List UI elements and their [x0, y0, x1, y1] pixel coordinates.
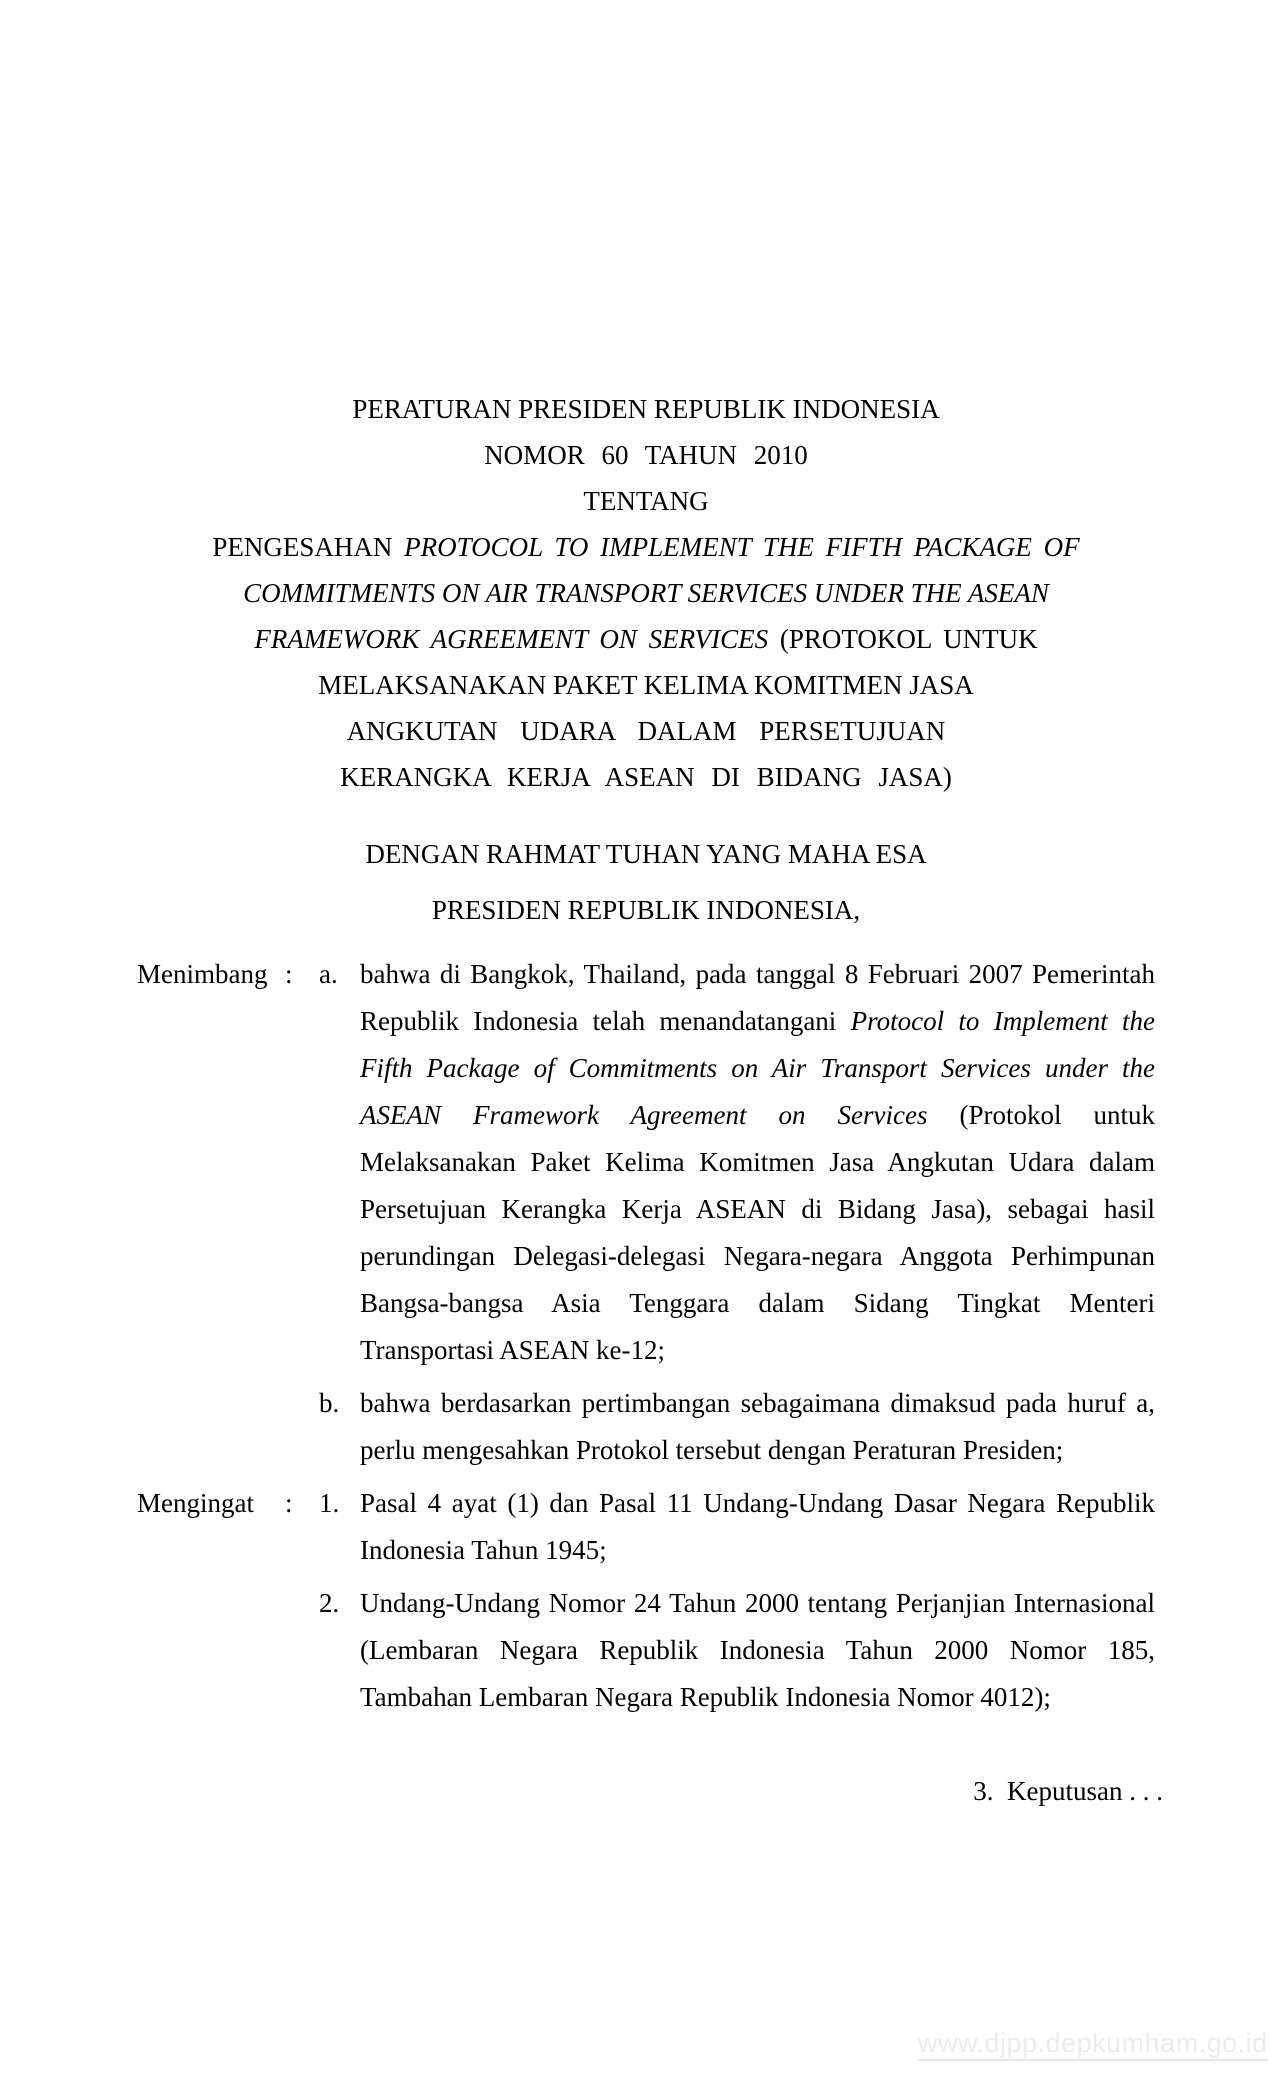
- mengingat-item-2-marker: 2.: [319, 1588, 340, 1618]
- mengingat-item-1-marker: 1.: [319, 1488, 340, 1518]
- title-line-regulation: PERATURAN PRESIDEN REPUBLIK INDONESIA: [352, 394, 940, 424]
- menimbang-item-a-text: [360, 951, 1155, 1374]
- mengingat-item-2-text: Undang-Undang Nomor 24 Tahun 2000 tentang Perjanjian Internasional (Lembaran Negara Republik Indonesia Tahun 2000 Nomor 185, Tambahan Lembaran Negara Republik Indonesia Nomor 4012);: [360, 1588, 1155, 1712]
- menimbang-colon: :: [285, 959, 293, 989]
- title-protokol-normal: (PROTOKOL UNTUK: [768, 624, 1038, 654]
- title-line-pengesahan: [137, 524, 1155, 570]
- title-president-line: PRESIDEN REPUBLIK INDONESIA,: [431, 895, 861, 925]
- menimbang-label: Menimbang: [137, 959, 268, 989]
- watermark-url: www.djpp.depkumham.go.id: [918, 2028, 1268, 2061]
- menimbang-item-b-marker: b.: [319, 1388, 340, 1418]
- title-line-angkutan: ANGKUTAN UDARA DALAM PERSETUJUAN: [346, 716, 946, 746]
- title-pengesahan-normal: PENGESAHAN: [212, 532, 405, 562]
- mengingat-item-1: [137, 1480, 1155, 1574]
- title-line-tentang: TENTANG: [583, 486, 709, 516]
- menimbang-item-b: [137, 1380, 1155, 1474]
- menimbang-item-b-text: bahwa berdasarkan pertimbangan sebagaimana dimaksud pada huruf a, perlu mengesahkan Protokol tersebut dengan Peraturan Presiden;: [360, 1388, 1155, 1465]
- menimbang-a-text-normal-2: (Protokol untuk Melaksanakan Paket Kelima Komitmen Jasa Angkutan Udara dalam Persetujuan Kerangka Kerja ASEAN di Bidang Jasa), sebagai hasil perundingan Delegasi-delegasi Negara-negara Anggota Perhimpunan Bangsa-bangsa Asia Tenggara dalam Sidang Tingkat Menteri Transportasi ASEAN ke-12;: [360, 1100, 1155, 1365]
- menimbang-item-a-marker: a.: [319, 959, 338, 989]
- document-body: [137, 951, 1155, 1721]
- page-catchword: 3. Keputusan . . .: [973, 1776, 1163, 1806]
- menimbang-item-a: [137, 951, 1155, 1374]
- mengingat-item-2: [137, 1580, 1155, 1721]
- title-line-number: NOMOR 60 TAHUN 2010: [484, 440, 808, 470]
- title-pengesahan-italic: PROTOCOL TO IMPLEMENT THE FIFTH PACKAGE OF: [404, 532, 1080, 562]
- document-title-block: [137, 386, 1155, 933]
- document-content: [137, 386, 1155, 1727]
- mengingat-label: Mengingat: [137, 1488, 254, 1518]
- title-line-commitments: COMMITMENTS ON AIR TRANSPORT SERVICES UNDER THE ASEAN: [243, 578, 1049, 608]
- mengingat-item-1-text: Pasal 4 ayat (1) dan Pasal 11 Undang-Undang Dasar Negara Republik Indonesia Tahun 1945;: [360, 1488, 1155, 1565]
- title-line-framework: [137, 616, 1155, 662]
- menimbang-a-text-italic: Protocol to Implement the Fifth Package of Commitments on Air Transport Services under the ASEAN Framework Agreement on Services: [360, 1006, 1155, 1130]
- title-framework-italic: FRAMEWORK AGREEMENT ON SERVICES: [254, 624, 769, 654]
- title-motto: DENGAN RAHMAT TUHAN YANG MAHA ESA: [365, 839, 927, 869]
- title-line-melaksanakan: MELAKSANAKAN PAKET KELIMA KOMITMEN JASA: [318, 670, 974, 700]
- title-line-kerangka: KERANGKA KERJA ASEAN DI BIDANG JASA): [340, 762, 952, 792]
- menimbang-a-text-normal-1: bahwa di Bangkok, Thailand, pada tanggal 8 Februari 2007 Pemerintah Republik Indonesia telah menandatangani: [360, 959, 1155, 1036]
- mengingat-colon: :: [285, 1488, 293, 1518]
